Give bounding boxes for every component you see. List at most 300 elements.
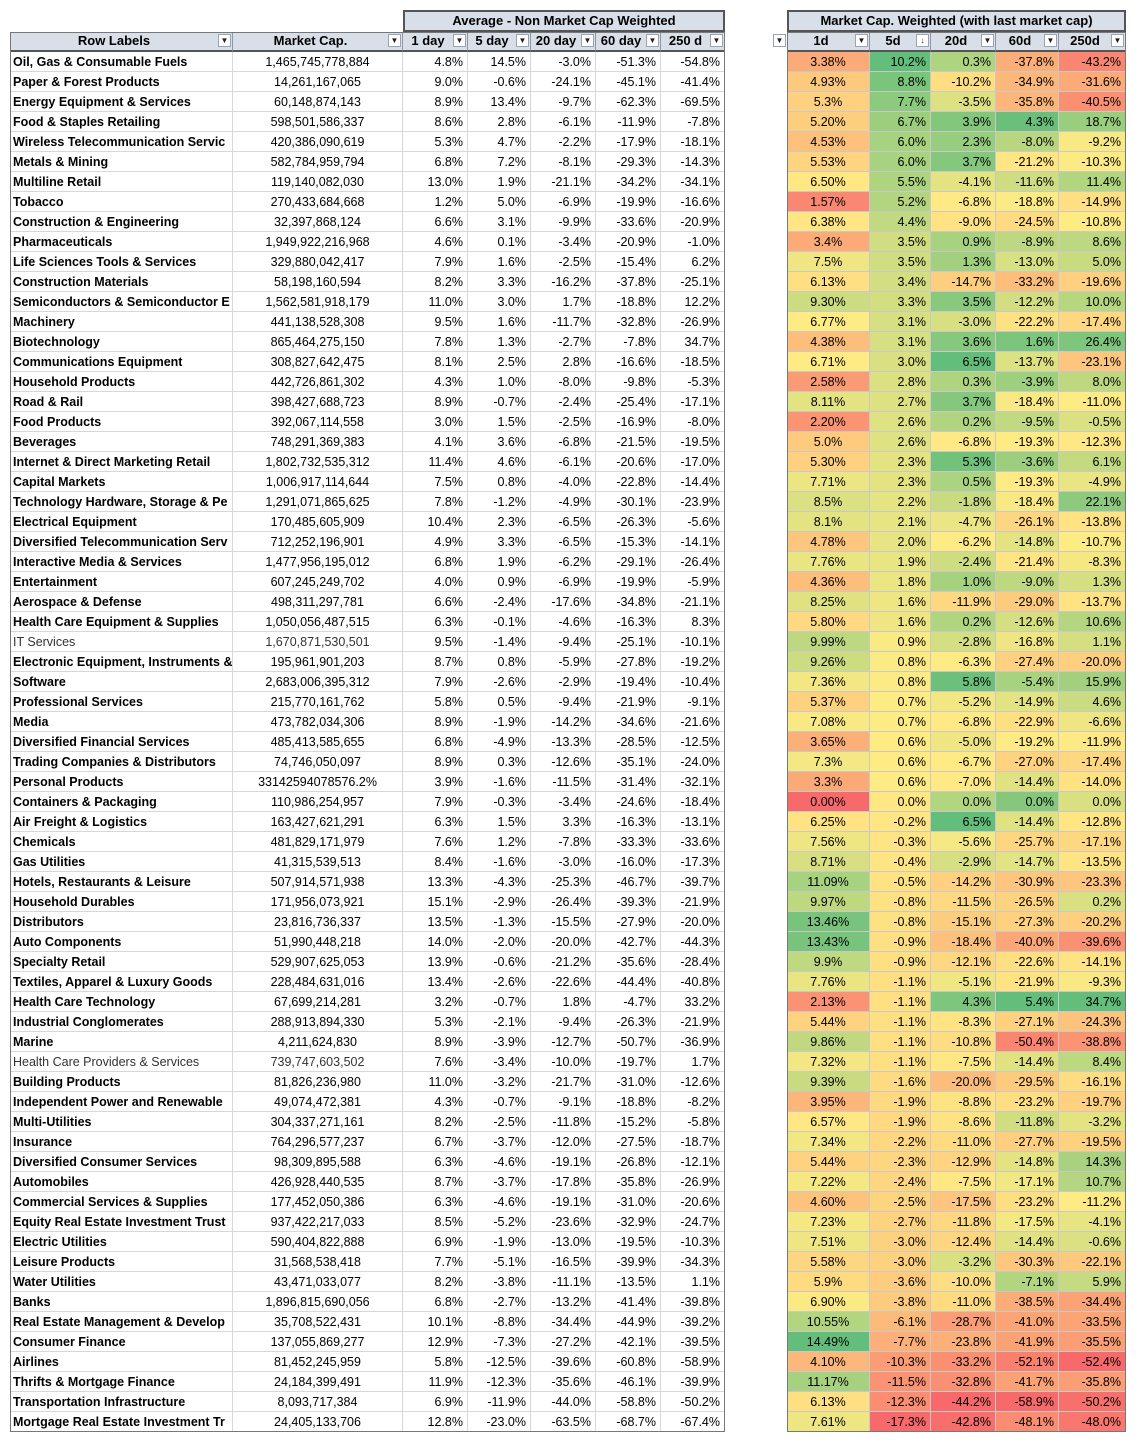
avg-cell: 8.7%	[403, 1172, 468, 1192]
row-label[interactable]: Energy Equipment & Services	[10, 92, 233, 112]
mcw-cell: -18.4%	[996, 492, 1059, 512]
avg-cell: -19.1%	[531, 1152, 596, 1172]
avg-cell: -12.3%	[468, 1372, 531, 1392]
row-label[interactable]: Electric Utilities	[10, 1232, 233, 1252]
avg-cell: -11.9%	[596, 112, 661, 132]
row-label[interactable]: Diversified Consumer Services	[10, 1152, 233, 1172]
filter-dropdown-icon[interactable]: ▼	[710, 34, 723, 47]
market-cap-cell: 1,670,871,530,501	[233, 632, 403, 652]
avg-cell: -17.1%	[661, 392, 725, 412]
row-label[interactable]: Biotechnology	[10, 332, 233, 352]
mcw-cell: 6.13%	[787, 1392, 870, 1412]
mcw-cell: 7.34%	[787, 1132, 870, 1152]
avg-cell: -15.2%	[596, 1112, 661, 1132]
market-cap-cell: 308,827,642,475	[233, 352, 403, 372]
mcw-cell: -4.1%	[931, 172, 996, 192]
avg-cell: 13.9%	[403, 952, 468, 972]
avg-cell: 1.3%	[468, 332, 531, 352]
mcw-cell: 3.5%	[870, 232, 931, 252]
avg-cell: -19.7%	[596, 1052, 661, 1072]
avg-cell: -9.4%	[531, 632, 596, 652]
row-label[interactable]: Communications Equipment	[10, 352, 233, 372]
row-label[interactable]: Professional Services	[10, 692, 233, 712]
mcw-cell: 10.0%	[1059, 292, 1126, 312]
avg-cell: 7.7%	[403, 1252, 468, 1272]
filter-dropdown-icon[interactable]: ↓	[916, 34, 929, 47]
avg-cell: -35.1%	[596, 752, 661, 772]
avg-cell: -31.0%	[596, 1072, 661, 1092]
mcw-cell: -29.5%	[996, 1072, 1059, 1092]
avg-cell: -23.9%	[661, 492, 725, 512]
avg-cell: -3.7%	[468, 1172, 531, 1192]
table-row	[0, 392, 1147, 412]
avg-cell: -13.5%	[596, 1272, 661, 1292]
avg-cell: -21.7%	[531, 1072, 596, 1092]
mcw-cell: 9.30%	[787, 292, 870, 312]
avg-cell: 6.2%	[661, 252, 725, 272]
avg-cell: 12.8%	[403, 1412, 468, 1432]
mcw-cell: 0.6%	[870, 772, 931, 792]
avg-cell: 1.6%	[468, 312, 531, 332]
row-label[interactable]: Food & Staples Retailing	[10, 112, 233, 132]
mcw-cell: -11.8%	[996, 1112, 1059, 1132]
row-label[interactable]: Wireless Telecommunication Servic	[10, 132, 233, 152]
avg-cell: -16.3%	[596, 612, 661, 632]
avg-cell: -5.9%	[661, 572, 725, 592]
avg-cell: -20.9%	[661, 212, 725, 232]
mcw-cell: -2.3%	[870, 1152, 931, 1172]
mcw-cell: -24.3%	[1059, 1012, 1126, 1032]
row-label[interactable]: Specialty Retail	[10, 952, 233, 972]
row-label[interactable]: Media	[10, 712, 233, 732]
avg-cell: -0.7%	[468, 1092, 531, 1112]
mcw-cell: -24.5%	[996, 212, 1059, 232]
row-label[interactable]: Health Care Equipment & Supplies	[10, 612, 233, 632]
mcw-cell: 5.58%	[787, 1252, 870, 1272]
mcw-cell: -14.7%	[996, 852, 1059, 872]
row-label[interactable]: Transportation Infrastructure	[10, 1392, 233, 1412]
mcw-cell: 3.4%	[787, 232, 870, 252]
avg-cell: 1.5%	[468, 412, 531, 432]
row-label[interactable]: Distributors	[10, 912, 233, 932]
market-cap-cell: 398,427,688,723	[233, 392, 403, 412]
table-row	[0, 1192, 1147, 1212]
mcw-cell: 0.9%	[931, 232, 996, 252]
row-label[interactable]: Commercial Services & Supplies	[10, 1192, 233, 1212]
avg-cell: -11.5%	[531, 772, 596, 792]
filter-dropdown-icon[interactable]: ▼	[981, 34, 994, 47]
avg-cell: -36.9%	[661, 1032, 725, 1052]
row-label[interactable]: Gas Utilities	[10, 852, 233, 872]
row-label[interactable]: Construction Materials	[10, 272, 233, 292]
mcw-cell: -12.2%	[996, 292, 1059, 312]
mcw-cell: -3.6%	[870, 1272, 931, 1292]
row-label[interactable]: Diversified Telecommunication Serv	[10, 532, 233, 552]
avg-cell: -2.2%	[531, 132, 596, 152]
mcw-cell: -8.9%	[996, 232, 1059, 252]
row-label[interactable]: Automobiles	[10, 1172, 233, 1192]
avg-cell: 3.0%	[403, 412, 468, 432]
avg-cell: 0.3%	[468, 752, 531, 772]
filter-dropdown-icon[interactable]: ▼	[1111, 34, 1124, 47]
row-label[interactable]: Entertainment	[10, 572, 233, 592]
avg-cell: 13.3%	[403, 872, 468, 892]
mcw-cell: 0.2%	[931, 412, 996, 432]
mcw-cell: -1.6%	[870, 1072, 931, 1092]
mcw-cell: -22.2%	[996, 312, 1059, 332]
row-label[interactable]: Food Products	[10, 412, 233, 432]
mcw-cell: 3.7%	[931, 152, 996, 172]
mcw-cell: -38.8%	[1059, 1032, 1126, 1052]
row-label[interactable]: Banks	[10, 1292, 233, 1312]
mcw-cell: -0.8%	[870, 892, 931, 912]
mcw-cell: 0.8%	[870, 652, 931, 672]
avg-cell: -27.5%	[596, 1132, 661, 1152]
mcw-cell: -14.9%	[996, 692, 1059, 712]
row-label[interactable]: Capital Markets	[10, 472, 233, 492]
row-label[interactable]: Household Durables	[10, 892, 233, 912]
avg-cell: -16.3%	[596, 812, 661, 832]
mcw-cell: -11.0%	[931, 1132, 996, 1152]
mcw-cell: 2.1%	[870, 512, 931, 532]
avg-cell: 7.9%	[403, 252, 468, 272]
mcw-cell: -10.3%	[1059, 152, 1126, 172]
avg-cell: -19.9%	[596, 572, 661, 592]
market-cap-cell: 270,433,684,668	[233, 192, 403, 212]
mcw-cell: 0.9%	[870, 632, 931, 652]
mcw-cell: -1.1%	[870, 992, 931, 1012]
mcw-cell: -2.9%	[931, 852, 996, 872]
mcw-cell: 11.17%	[787, 1372, 870, 1392]
table-row	[0, 1312, 1147, 1332]
mcw-cell: 2.13%	[787, 992, 870, 1012]
avg-cell: 3.0%	[468, 292, 531, 312]
market-cap-cell: 24,184,399,491	[233, 1372, 403, 1392]
row-label[interactable]: Technology Hardware, Storage & Pe	[10, 492, 233, 512]
row-label[interactable]: Oil, Gas & Consumable Fuels	[10, 52, 233, 72]
market-cap-cell: 748,291,369,383	[233, 432, 403, 452]
mcw-cell: -29.0%	[996, 592, 1059, 612]
mcw-cell: -30.9%	[996, 872, 1059, 892]
row-label[interactable]: Consumer Finance	[10, 1332, 233, 1352]
table-row	[0, 792, 1147, 812]
avg-cell: -25.1%	[661, 272, 725, 292]
mcw-cell: -12.1%	[931, 952, 996, 972]
avg-cell: 1.9%	[468, 552, 531, 572]
mcw-cell: 5.44%	[787, 1012, 870, 1032]
avg-cell: -2.7%	[468, 1292, 531, 1312]
avg-cell: 13.4%	[403, 972, 468, 992]
market-cap-cell: 739,747,603,502	[233, 1052, 403, 1072]
avg-cell: -32.1%	[661, 772, 725, 792]
table-row	[0, 1092, 1147, 1112]
filter-dropdown-icon[interactable]: ▼	[581, 34, 594, 47]
avg-cell: -34.2%	[596, 172, 661, 192]
avg-cell: -21.9%	[661, 1012, 725, 1032]
avg-cell: 6.8%	[403, 152, 468, 172]
row-label[interactable]: Personal Products	[10, 772, 233, 792]
row-label[interactable]: Insurance	[10, 1132, 233, 1152]
row-label[interactable]: Auto Components	[10, 932, 233, 952]
mcw-cell: -19.3%	[996, 472, 1059, 492]
avg-cell: -2.6%	[468, 672, 531, 692]
avg-cell: 8.9%	[403, 92, 468, 112]
header-avg-4-label: 250 d	[668, 33, 703, 48]
avg-cell: -16.6%	[596, 352, 661, 372]
mcw-cell: 3.3%	[870, 292, 931, 312]
row-label[interactable]: Trading Companies & Distributors	[10, 752, 233, 772]
table-row	[0, 932, 1147, 952]
mcw-cell: -11.5%	[870, 1372, 931, 1392]
row-label[interactable]: Software	[10, 672, 233, 692]
mcw-cell: 4.6%	[1059, 692, 1126, 712]
avg-cell: -50.2%	[661, 1392, 725, 1412]
mcw-cell: -22.9%	[996, 712, 1059, 732]
row-label[interactable]: Interactive Media & Services	[10, 552, 233, 572]
avg-cell: 2.5%	[468, 352, 531, 372]
row-label[interactable]: Independent Power and Renewable	[10, 1092, 233, 1112]
mcw-cell: -0.9%	[870, 952, 931, 972]
mcw-cell: -14.0%	[1059, 772, 1126, 792]
table-row	[0, 1352, 1147, 1372]
mcw-cell: -14.9%	[1059, 192, 1126, 212]
market-cap-cell: 1,802,732,535,312	[233, 452, 403, 472]
avg-cell: 4.9%	[403, 532, 468, 552]
avg-cell: 3.3%	[468, 272, 531, 292]
market-cap-cell: 110,986,254,957	[233, 792, 403, 812]
mcw-cell: 0.0%	[870, 792, 931, 812]
avg-cell: -12.6%	[531, 752, 596, 772]
market-cap-cell: 529,907,625,053	[233, 952, 403, 972]
row-label[interactable]: Health Care Technology	[10, 992, 233, 1012]
mcw-cell: 0.2%	[1059, 892, 1126, 912]
row-label[interactable]: Aerospace & Defense	[10, 592, 233, 612]
avg-cell: 0.9%	[468, 572, 531, 592]
table-row	[0, 672, 1147, 692]
filter-dropdown-icon[interactable]: ▼	[453, 34, 466, 47]
mcw-cell: -26.1%	[996, 512, 1059, 532]
row-label[interactable]: Marine	[10, 1032, 233, 1052]
market-cap-cell: 392,067,114,558	[233, 412, 403, 432]
row-label[interactable]: Containers & Packaging	[10, 792, 233, 812]
avg-cell: -35.6%	[531, 1372, 596, 1392]
market-cap-cell: 582,784,959,794	[233, 152, 403, 172]
row-label[interactable]: Mortgage Real Estate Investment Tr	[10, 1412, 233, 1432]
row-label[interactable]: Multi-Utilities	[10, 1112, 233, 1132]
filter-dropdown-icon[interactable]: ▼	[516, 34, 529, 47]
mcw-cell: -12.9%	[931, 1152, 996, 1172]
filter-dropdown-icon[interactable]: ▼	[646, 34, 659, 47]
table-row	[0, 1012, 1147, 1032]
row-label[interactable]: Machinery	[10, 312, 233, 332]
mcw-cell: -1.1%	[870, 1012, 931, 1032]
filter-dropdown-icon[interactable]: ▼	[218, 34, 231, 47]
mcw-cell: 0.3%	[931, 52, 996, 72]
row-label[interactable]: Metals & Mining	[10, 152, 233, 172]
mcw-cell: 7.76%	[787, 552, 870, 572]
row-label[interactable]: Diversified Financial Services	[10, 732, 233, 752]
mcw-cell: -17.5%	[996, 1212, 1059, 1232]
avg-cell: 0.1%	[468, 232, 531, 252]
mcw-cell: 3.0%	[870, 352, 931, 372]
mcw-cell: -15.1%	[931, 912, 996, 932]
mcw-cell: -19.3%	[996, 432, 1059, 452]
avg-cell: -15.4%	[596, 252, 661, 272]
mcw-cell: 18.7%	[1059, 112, 1126, 132]
mcw-cell: 0.5%	[931, 472, 996, 492]
market-cap-cell: 2,683,006,395,312	[233, 672, 403, 692]
filter-dropdown-icon[interactable]: ▼	[388, 34, 401, 47]
avg-cell: -1.3%	[468, 912, 531, 932]
row-label[interactable]: Water Utilities	[10, 1272, 233, 1292]
avg-cell: -2.9%	[468, 892, 531, 912]
filter-dropdown-icon[interactable]: ▼	[1044, 34, 1057, 47]
avg-cell: -41.4%	[596, 1292, 661, 1312]
mcw-cell: -1.9%	[870, 1112, 931, 1132]
row-label[interactable]: Industrial Conglomerates	[10, 1012, 233, 1032]
row-label[interactable]: Road & Rail	[10, 392, 233, 412]
market-cap-cell: 33142594078576.2%	[233, 772, 403, 792]
avg-cell: -32.8%	[596, 312, 661, 332]
avg-cell: -2.9%	[531, 672, 596, 692]
avg-cell: 6.8%	[403, 552, 468, 572]
avg-cell: 1.1%	[661, 1272, 725, 1292]
mcw-cell: -6.1%	[870, 1312, 931, 1332]
avg-cell: -63.5%	[531, 1412, 596, 1432]
market-cap-cell: 35,708,522,431	[233, 1312, 403, 1332]
avg-cell: -11.8%	[531, 1112, 596, 1132]
filter-dropdown-icon[interactable]: ▼	[773, 34, 786, 47]
mcw-cell: 4.53%	[787, 132, 870, 152]
avg-cell: -18.8%	[596, 292, 661, 312]
avg-cell: -12.7%	[531, 1032, 596, 1052]
avg-cell: -26.9%	[661, 312, 725, 332]
row-label[interactable]: Textiles, Apparel & Luxury Goods	[10, 972, 233, 992]
row-label[interactable]: Leisure Products	[10, 1252, 233, 1272]
mcw-cell: -20.0%	[1059, 652, 1126, 672]
header-mcw-0	[787, 32, 870, 52]
header-avg-0	[403, 32, 468, 52]
row-label[interactable]: Real Estate Management & Develop	[10, 1312, 233, 1332]
avg-cell: -8.8%	[468, 1312, 531, 1332]
mcw-cell: 4.38%	[787, 332, 870, 352]
market-cap-cell: 607,245,249,702	[233, 572, 403, 592]
mcw-cell: -32.8%	[931, 1372, 996, 1392]
market-cap-cell: 441,138,528,308	[233, 312, 403, 332]
mcw-cell: 10.7%	[1059, 1172, 1126, 1192]
table-row	[0, 272, 1147, 292]
row-label[interactable]: Semiconductors & Semiconductor E	[10, 292, 233, 312]
mcw-cell: -17.1%	[996, 1172, 1059, 1192]
avg-cell: -9.8%	[596, 372, 661, 392]
table-row	[0, 532, 1147, 552]
market-cap-cell: 74,746,050,097	[233, 752, 403, 772]
avg-cell: -39.5%	[661, 1332, 725, 1352]
row-label[interactable]: Tobacco	[10, 192, 233, 212]
row-label[interactable]: Chemicals	[10, 832, 233, 852]
mcw-cell: -48.1%	[996, 1412, 1059, 1432]
row-label[interactable]: Pharmaceuticals	[10, 232, 233, 252]
mcw-cell: -9.0%	[996, 572, 1059, 592]
mcw-cell: 7.22%	[787, 1172, 870, 1192]
row-label[interactable]: Electrical Equipment	[10, 512, 233, 532]
row-label[interactable]: Internet & Direct Marketing Retail	[10, 452, 233, 472]
avg-cell: -6.2%	[531, 552, 596, 572]
row-label[interactable]: Thrifts & Mortgage Finance	[10, 1372, 233, 1392]
avg-cell: 10.1%	[403, 1312, 468, 1332]
mcw-cell: 7.23%	[787, 1212, 870, 1232]
avg-cell: 13.5%	[403, 912, 468, 932]
row-label[interactable]: IT Services	[10, 632, 233, 652]
mcw-cell: -39.6%	[1059, 932, 1126, 952]
row-label[interactable]: Air Freight & Logistics	[10, 812, 233, 832]
market-cap-cell: 31,568,538,418	[233, 1252, 403, 1272]
mcw-cell: 6.0%	[870, 132, 931, 152]
header-market-cap	[233, 32, 403, 52]
mcw-cell: -1.1%	[870, 1032, 931, 1052]
row-label[interactable]: Equity Real Estate Investment Trust	[10, 1212, 233, 1232]
mcw-cell: -35.5%	[1059, 1332, 1126, 1352]
mcw-cell: 1.8%	[870, 572, 931, 592]
mcw-cell: 13.43%	[787, 932, 870, 952]
avg-cell: -25.3%	[531, 872, 596, 892]
row-label[interactable]: Beverages	[10, 432, 233, 452]
mcw-cell: 8.1%	[787, 512, 870, 532]
table-row	[0, 432, 1147, 452]
mcw-cell: 14.3%	[1059, 1152, 1126, 1172]
row-label[interactable]: Household Products	[10, 372, 233, 392]
row-label[interactable]: Multiline Retail	[10, 172, 233, 192]
row-label[interactable]: Hotels, Restaurants & Leisure	[10, 872, 233, 892]
row-label[interactable]: Electronic Equipment, Instruments &	[10, 652, 233, 672]
avg-cell: -31.0%	[596, 1192, 661, 1212]
row-label[interactable]: Life Sciences Tools & Services	[10, 252, 233, 272]
mcw-cell: -5.6%	[931, 832, 996, 852]
mcw-cell: 15.9%	[1059, 672, 1126, 692]
mcw-cell: -1.1%	[870, 1052, 931, 1072]
row-label[interactable]: Building Products	[10, 1072, 233, 1092]
row-label[interactable]: Airlines	[10, 1352, 233, 1372]
filter-dropdown-icon[interactable]: ▼	[855, 34, 868, 47]
avg-cell: -8.2%	[661, 1092, 725, 1112]
table-row	[0, 72, 1147, 92]
mcw-cell: 14.49%	[787, 1332, 870, 1352]
table-row	[0, 412, 1147, 432]
header-mcw-2-label: 20d	[944, 33, 968, 48]
avg-cell: 3.1%	[468, 212, 531, 232]
mcw-cell: -27.4%	[996, 652, 1059, 672]
mcw-cell: 5.9%	[1059, 1272, 1126, 1292]
avg-cell: -4.6%	[468, 1152, 531, 1172]
avg-cell: 1.2%	[468, 832, 531, 852]
avg-cell: -67.4%	[661, 1412, 725, 1432]
avg-cell: 8.3%	[661, 612, 725, 632]
row-label[interactable]: Paper & Forest Products	[10, 72, 233, 92]
avg-cell: 4.6%	[403, 232, 468, 252]
row-label[interactable]: Health Care Providers & Services	[10, 1052, 233, 1072]
mcw-cell: -14.2%	[931, 872, 996, 892]
avg-cell: -17.8%	[531, 1172, 596, 1192]
row-label[interactable]: Construction & Engineering	[10, 212, 233, 232]
market-cap-cell: 937,422,217,033	[233, 1212, 403, 1232]
mcw-cell: -43.2%	[1059, 52, 1126, 72]
mcw-cell: -20.2%	[1059, 912, 1126, 932]
mcw-cell: 6.50%	[787, 172, 870, 192]
table-row	[0, 1152, 1147, 1172]
avg-cell: 0.8%	[468, 472, 531, 492]
mcw-cell: -30.3%	[996, 1252, 1059, 1272]
mcw-cell: 5.0%	[787, 432, 870, 452]
